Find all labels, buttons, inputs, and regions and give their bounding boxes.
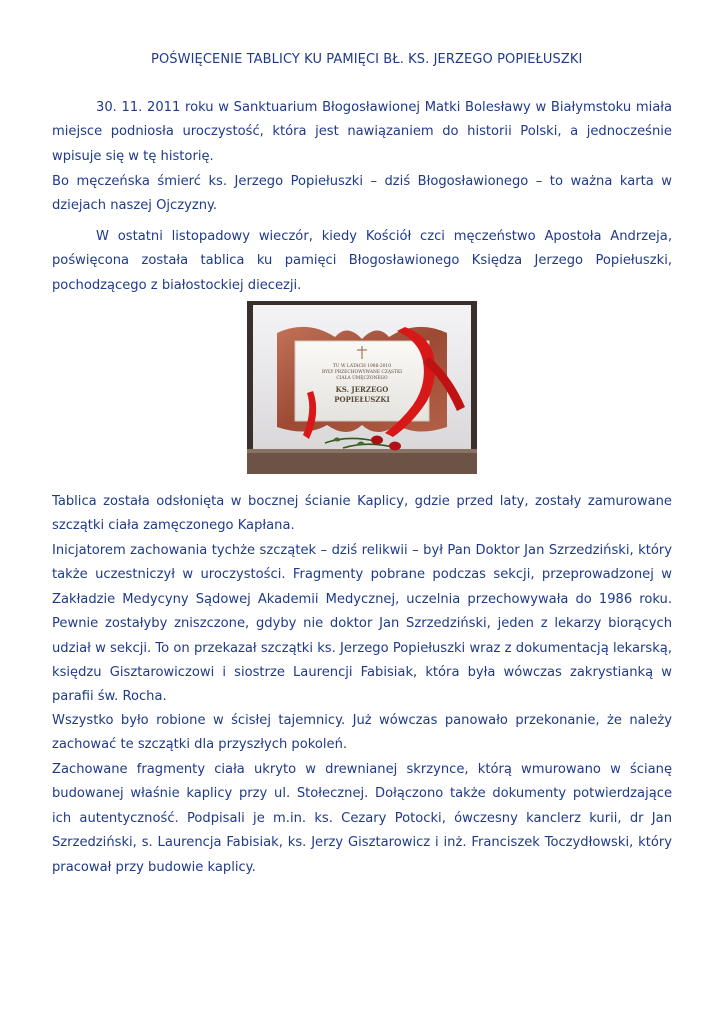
paragraph-secrecy: Wszystko było robione w ścisłej tajemnicy. Już wówczas panowało przekonanie, że należy zachować te szczątki dla przyszłych pokoleń. (52, 713, 672, 753)
plaque-name-1: KS. JERZEGO (335, 385, 389, 394)
plaque-photo (247, 301, 477, 474)
plaque-line-3: CIAŁA UMĘCZONEGO (336, 376, 388, 381)
document-title: POŚWIĘCENIE TABLICY KU PAMIĘCI BŁ. KS. JERZEGO POPIEŁUSZKI (151, 52, 583, 67)
paragraph-unveiling: Tablica została odsłonięta w bocznej ścianie Kaplicy, gdzie przed laty, zostały zamurowane szczątki ciała zamęczonego Kapłana. (52, 494, 672, 534)
paragraph-intro: 30. 11. 2011 roku w Sanktuarium Błogosławionej Matki Bolesławy w Białymstoku miała miejsce podniosła uroczystość, która jest nawiązaniem do historii Polski, a jednocześnie wpisuje się w tę historię. (52, 100, 672, 164)
plaque-name-2: POPIEŁUSZKI (334, 395, 390, 404)
plaque-line-2: BYŁY PRZECHOWYWANE CZĄSTKI (322, 370, 402, 375)
plaque-line-1: TU W LATACH 1986-2010 (332, 364, 392, 369)
paragraph-preservation: Zachowane fragmenty ciała ukryto w drewnianej skrzynce, którą wmurowano w ścianę budowanej właśnie kaplicy przy ul. Stołecznej. Dołączono także dokumenty potwierdzające ich autentyczność. Podpisali je m.in. ks. Cezary Potocki, ówczesny kanclerz kurii, dr Jan Szrzedziński, s. Laurencja Fabisiak, ks. Jerzy Gisztarowicz i inż. Franciszek Toczydłowski, który pracował przy budowie kaplicy. (52, 762, 672, 875)
paragraph-evening: W ostatni listopadowy wieczór, kiedy Kościół czci męczeństwo Apostoła Andrzeja, poświęcona została tablica ku pamięci Błogosławionego Księdza Jerzego Popiełuszki, pochodzącego z białostockiej diecezji. (52, 229, 672, 293)
paragraph-initiator: Inicjatorem zachowania tychże szczątek – dziś relikwii – był Pan Doktor Jan Szrzedziński, który także uczestniczył w uroczystości. Fragmenty pobrane podczas sekcji, przeprowadzonej w Zakładzie Medycyny Sądowej Akademii Medycznej, uczelnia przechowywała do 1986 roku. Pewnie zostałyby zniszczone, gdyby nie doktor Jan Szrzedziński, jeden z lekarzy biorących udział w sekcji. To on przekazał szczątki ks. Jerzego Popiełuszki wraz z dokumentacją lekarską, księdzu Gisztarowiczowi i siostrze Laurencji Fabisiak, która była wówczas zakrystianką w parafii św. Rocha. (52, 543, 672, 705)
paragraph-martyrdom: Bo męczeńska śmierć ks. Jerzego Popiełuszki – dziś Błogosławionego – to ważna karta w dziejach naszej Ojczyzny. (52, 174, 672, 214)
